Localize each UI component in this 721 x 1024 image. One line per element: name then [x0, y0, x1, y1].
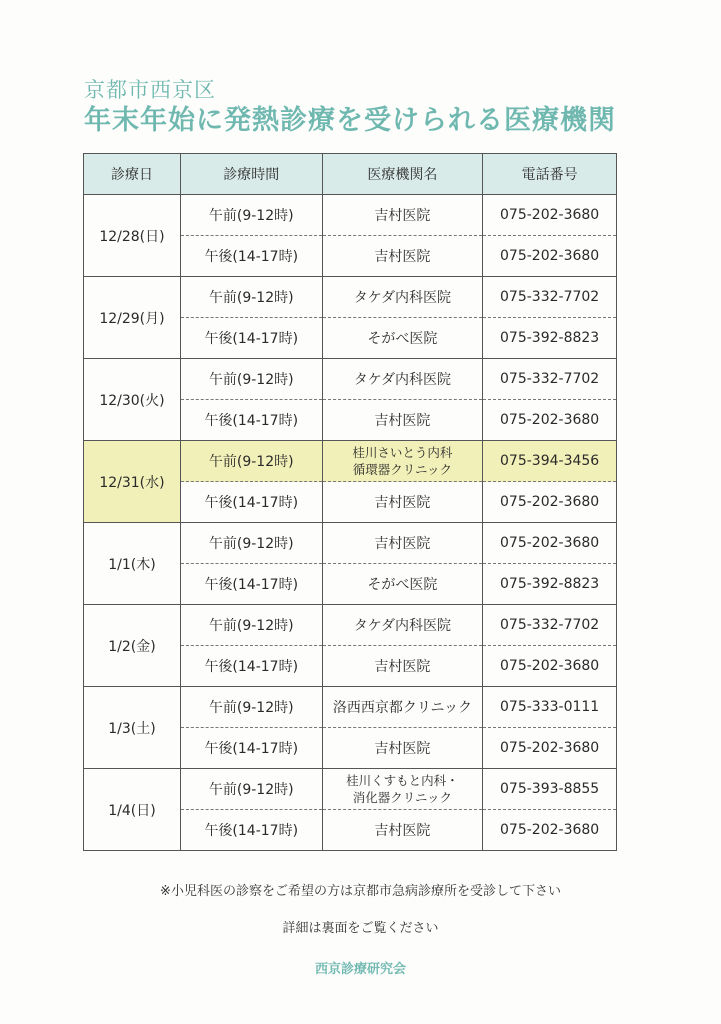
phone-cell: 075-202-3680: [483, 400, 617, 441]
column-header-date: 診療日: [84, 154, 181, 195]
date-cell: 12/29(月): [84, 277, 181, 359]
phone-cell: 075-202-3680: [483, 523, 617, 564]
phone-cell: 075-333-0111: [483, 687, 617, 728]
phone-cell: 075-394-3456: [483, 441, 617, 482]
table-row: [84, 195, 617, 236]
clinic-cell: [322, 810, 483, 851]
time-cell: 午後(14-17時): [180, 564, 322, 605]
phone-cell: 075-392-8823: [483, 564, 617, 605]
phone-cell: 075-202-3680: [483, 482, 617, 523]
clinic-cell: [322, 523, 483, 564]
time-cell: 午後(14-17時): [180, 728, 322, 769]
clinic-cell: [322, 482, 483, 523]
time-cell: 午前(9-12時): [180, 441, 322, 482]
phone-cell: 075-332-7702: [483, 605, 617, 646]
page-title: 年末年始に発熱診療を受けられる医療機関: [84, 105, 616, 136]
time-cell: 午前(9-12時): [180, 523, 322, 564]
table-row: [84, 277, 617, 318]
clinic-cell: [322, 728, 483, 769]
phone-cell: 075-202-3680: [483, 646, 617, 687]
clinic-name-line: 吉村医院: [374, 659, 431, 675]
clinic-cell: [322, 318, 483, 359]
column-header-time: 診療時間: [180, 154, 322, 195]
clinic-name-line: 洛西西京都クリニック: [332, 700, 472, 716]
clinic-cell: [322, 195, 483, 236]
time-cell: 午前(9-12時): [180, 769, 322, 810]
table-row: [84, 523, 617, 564]
time-cell: 午後(14-17時): [180, 646, 322, 687]
clinic-cell: [322, 400, 483, 441]
clinic-cell: [322, 769, 483, 810]
clinic-name-line: 吉村医院: [374, 208, 431, 224]
time-cell: 午前(9-12時): [180, 277, 322, 318]
clinic-cell: [322, 605, 483, 646]
phone-cell: 075-202-3680: [483, 728, 617, 769]
time-cell: 午前(9-12時): [180, 359, 322, 400]
clinic-name-line: 吉村医院: [374, 823, 431, 839]
clinic-cell: [322, 277, 483, 318]
pediatric-note: ※小児科医の診察をご希望の方は京都市急病診療所を受診して下さい: [160, 884, 561, 899]
clinic-name-line: 循環器クリニック: [352, 462, 453, 477]
clinic-name-line: タケダ内科医院: [353, 290, 452, 306]
clinic-name-line: 桂川くすもと内科・: [346, 773, 459, 788]
clinic-cell: [322, 646, 483, 687]
phone-cell: 075-202-3680: [483, 810, 617, 851]
clinic-cell: [322, 564, 483, 605]
clinic-name-line: 桂川さいとう内科: [352, 445, 453, 460]
clinic-name-line: そがべ医院: [367, 331, 438, 347]
date-cell: 1/3(土): [84, 687, 181, 769]
date-cell: 1/4(日): [84, 769, 181, 851]
date-cell: 12/30(火): [84, 359, 181, 441]
clinic-cell: [322, 687, 483, 728]
time-cell: 午後(14-17時): [180, 810, 322, 851]
table-row: [84, 605, 617, 646]
time-cell: 午後(14-17時): [180, 400, 322, 441]
clinic-name-line: 消化器クリニック: [352, 790, 453, 805]
clinic-cell: [322, 236, 483, 277]
table-row: [84, 769, 617, 810]
time-cell: 午前(9-12時): [180, 687, 322, 728]
details-note: 詳細は裏面をご覧ください: [282, 921, 439, 936]
phone-cell: 075-393-8855: [483, 769, 617, 810]
clinic-name-line: 吉村医院: [374, 741, 431, 757]
clinic-name-line: 吉村医院: [374, 249, 431, 265]
clinic-name-line: そがべ医院: [367, 577, 438, 593]
clinic-name-line: タケダ内科医院: [353, 618, 452, 634]
table-row: [84, 441, 617, 482]
organization-name: 西京診療研究会: [314, 962, 406, 977]
clinic-name-line: 吉村医院: [374, 413, 431, 429]
time-cell: 午前(9-12時): [180, 195, 322, 236]
clinic-name-line: 吉村医院: [374, 536, 431, 552]
clinic-name-line: タケダ内科医院: [353, 372, 452, 388]
table-row: [84, 687, 617, 728]
date-cell: 12/31(水): [84, 441, 181, 523]
phone-cell: 075-332-7702: [483, 359, 617, 400]
district-subtitle: 京都市西京区: [84, 78, 216, 102]
table-header-row: [84, 154, 617, 195]
date-cell: 1/2(金): [84, 605, 181, 687]
clinic-name-line: 吉村医院: [374, 495, 431, 511]
date-cell: 12/28(日): [84, 195, 181, 277]
column-header-clinic: 医療機関名: [322, 154, 483, 195]
schedule-body: [84, 195, 617, 851]
time-cell: 午後(14-17時): [180, 318, 322, 359]
table-row: [84, 359, 617, 400]
phone-cell: 075-392-8823: [483, 318, 617, 359]
phone-cell: 075-202-3680: [483, 195, 617, 236]
column-header-phone: 電話番号: [483, 154, 617, 195]
time-cell: 午前(9-12時): [180, 605, 322, 646]
date-cell: 1/1(木): [84, 523, 181, 605]
phone-cell: 075-202-3680: [483, 236, 617, 277]
clinic-cell: [322, 441, 483, 482]
clinic-cell: [322, 359, 483, 400]
schedule-table: [83, 153, 617, 851]
time-cell: 午後(14-17時): [180, 236, 322, 277]
time-cell: 午後(14-17時): [180, 482, 322, 523]
phone-cell: 075-332-7702: [483, 277, 617, 318]
